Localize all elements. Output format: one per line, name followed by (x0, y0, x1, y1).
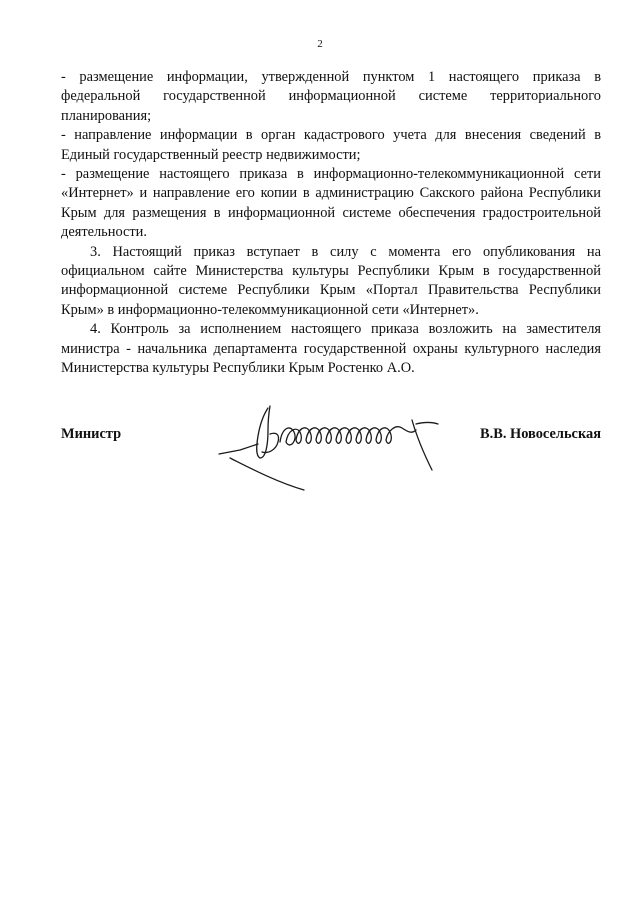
handwritten-signature (216, 394, 456, 494)
paragraph-control: 4. Контроль за исполнением настоящего приказа возложить на заместителя министра - начальника департамента государственной охраны культурного наследия Министерства культуры Республики Крым Ростенко А.О. (61, 321, 601, 377)
paragraph-cadastre: - направление информации в орган кадастрового учета для внесения сведений в Единый государственный реестр недвижимости; (61, 127, 601, 163)
signature-block (61, 420, 601, 500)
signer-name: В.В. Новосельская (480, 426, 601, 442)
paragraph-publish-fgis: - размещение информации, утвержденной пунктом 1 настоящего приказа в федеральной государственной информационной системе территориального планирования; (61, 69, 601, 124)
signer-position: Министр (61, 426, 122, 442)
paragraph-effective-date: 3. Настоящий приказ вступает в силу с момента его опубликования на официальном сайте Министерства культуры Республики Крым в государственной информационной системе Республики Крым «Портал Правительства Республики Крым» в информационно-телекоммуникационной сети «Интернет». (61, 243, 601, 318)
document-body (61, 68, 601, 379)
paragraph-internet-publication: - размещение настоящего приказа в информационно-телекоммуникационной сети «Интернет» и направление его копии в администрацию Сакского района Республики Крым для размещения в информационной системе обеспечения градостроительной деятельности. (61, 166, 601, 241)
page-number: 2 (317, 38, 323, 50)
